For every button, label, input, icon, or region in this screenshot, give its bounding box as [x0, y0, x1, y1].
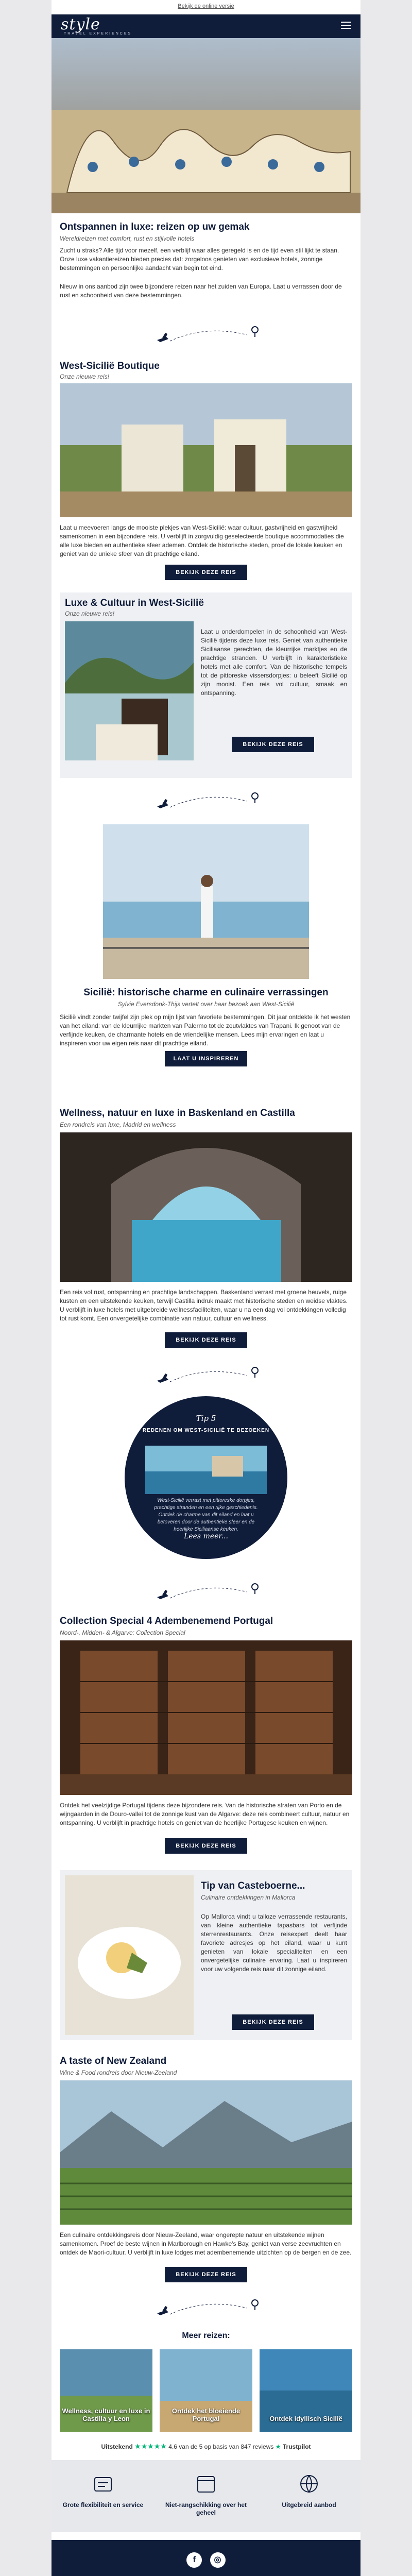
usp-label: Uitgebreid aanbod	[282, 2501, 336, 2509]
email-page	[52, 0, 360, 2576]
sec6-image	[65, 1875, 194, 2035]
sec1-title: West-Sicilië Boutique	[60, 361, 160, 371]
sec2-title: Luxe & Cultuur in West-Sicilië	[65, 598, 204, 608]
sec5-text: Ontdek het veelzijdige Portugal tijdens deze bijzondere reis. Van de historische straten van Porto en de wijngaarden in de Douro-vallei tot de zonnige kust van de Algarve: deze reis combineert cultuur, natuur en ontspanning. U verblijft in prachtige hotels en geniet van de heerlijke Portugese keuken en wijnen.	[60, 1802, 350, 1826]
sec1-subtitle: Onze nieuwe reis!	[60, 373, 110, 380]
sec1-button[interactable]: BEKIJK DEZE REIS	[165, 565, 247, 580]
sec6-subtitle: Culinaire ontdekkingen in Mallorca	[201, 1894, 296, 1901]
sec1-text: Laat u meevoeren langs de mooiste plekjes van West-Sicilië: waar cultuur, gastvrijheid en gastvrijheid samenkomen in een bijzondere reis. U verblijft in zorgvuldig geselecteerde boutique accommodaties die alle luxe bieden en authentieke sfeer ademen. Ontdek de historische steden, proef de lokale keuken en geniet van de unieke sfeer van dit prachtige eiland.	[60, 524, 344, 557]
intro-subtitle: Wereldreizen met comfort, rust en stijlvolle hotels	[60, 235, 195, 242]
globe-icon	[298, 2472, 320, 2495]
logo-tagline: TRAVEL EXPERIENCES	[64, 32, 132, 36]
plane-divider	[52, 319, 360, 350]
more-tile-label: Ontdek idyllisch Sicilië	[269, 2415, 342, 2422]
header	[52, 14, 360, 38]
tip-link[interactable]: Lees meer...	[184, 1532, 228, 1540]
sec3-button[interactable]: LAAT U INSPIREREN	[165, 1051, 247, 1066]
more-tile[interactable]	[160, 2349, 252, 2432]
sec2-text: Laat u onderdompelen in de schoonheid van West-Sicilië tijdens deze luxe reis. Geniet van authentieke Siciliaanse gerechten, de kleurrijke marktjes en de prachtige stranden. U verblijft in karakteristieke hotels met alle comfort. Van de historische tempels tot de pittoreske vissersdorpjes: u beleeft Sicilië op zijn mooist. Een reis vol cultuur, smaak en ontspanning.	[201, 628, 347, 697]
sec4-title: Wellness, natuur en luxe in Baskenland en Castilla	[60, 1108, 295, 1118]
logo[interactable]: style	[61, 15, 100, 33]
intro-paragraph-2: Nieuw in ons aanbod zijn twee bijzondere reizen naar het zuiden van Europa. Laat u verrassen door de rust en schoonheid van deze bestemmingen.	[60, 283, 342, 299]
sec4-subtitle: Een rondreis van luxe, Madrid en wellness	[60, 1121, 176, 1128]
menu-icon[interactable]	[341, 22, 351, 30]
tip-image	[145, 1446, 267, 1494]
plane-divider	[52, 2293, 360, 2324]
sec7-text: Een culinaire ontdekkingsreis door Nieuw-Zeeland, waar ongerepte natuur en uitstekende wijnen samenkomen. Proef de beste wijnen in Marlborough en Hawke's Bay, geniet van verse zeevruchten en ontdek de Maori-cultuur. U verblijft in luxe lodges met adembenemende uitzichten op de bergen en de zee.	[60, 2231, 352, 2256]
sec5-button[interactable]: BEKIJK DEZE REIS	[165, 1838, 247, 1854]
tip-circle	[125, 1396, 287, 1559]
footer	[52, 2540, 360, 2576]
usp-label: Niet-rangschikking over het geheel	[165, 2501, 247, 2516]
sec6-button[interactable]: BEKIJK DEZE REIS	[232, 2014, 314, 2030]
sec1-image	[60, 383, 352, 517]
more-tile-label: Ontdek het bloeiende Portugal	[171, 2407, 241, 2422]
tip-text: West-Sicilië verrast met pittoreske dorpjes, prachtige stranden en een rijke geschiedenis. Ontdek de charme van dit eiland en laat u betoveren door de authentieke sfeer en de heerlijke Siciliaanse keuken.	[154, 1498, 258, 1532]
sec5-subtitle: Noord-, Midden- & Algarve: Collection Special	[60, 1629, 185, 1636]
usp-row	[52, 2460, 360, 2532]
plane-divider	[52, 1577, 360, 1607]
usp-label: Grote flexibiliteit en service	[62, 2501, 144, 2509]
hero-image	[52, 38, 360, 213]
intro-title: Ontspannen in luxe: reizen op uw gemak	[60, 222, 250, 232]
more-tile[interactable]	[260, 2349, 352, 2432]
sec7-title: A taste of New Zealand	[60, 2056, 167, 2066]
flexibility-icon	[92, 2472, 114, 2495]
trustpilot-star-icon: ★	[275, 2443, 281, 2450]
trustpilot-brand: Trustpilot	[282, 2443, 311, 2450]
sec7-button[interactable]: BEKIJK DEZE REIS	[165, 2267, 247, 2282]
social-icons	[52, 2540, 360, 2568]
plane-divider	[52, 786, 360, 817]
sec5-image	[60, 1640, 352, 1795]
facebook-icon[interactable]: f	[186, 2552, 202, 2568]
trustpilot-bar[interactable]	[52, 2442, 360, 2451]
usp-item	[265, 2472, 353, 2509]
sec3-subtitle: Sylvie Eversdonk-Thijs vertelt over haar bezoek aan West-Sicilië	[117, 1001, 295, 1008]
trustpilot-stars-icon: ★★★★★	[134, 2442, 167, 2450]
sec7-subtitle: Wine & Food rondreis door Nieuw-Zeeland	[60, 2069, 177, 2076]
sec2-button[interactable]: BEKIJK DEZE REIS	[232, 737, 314, 752]
more-title: Meer reizen:	[182, 2331, 230, 2340]
usp-item	[162, 2472, 250, 2517]
calendar-icon	[195, 2472, 217, 2495]
intro-paragraph-1: Zucht u straks? Alle tijd voor mezelf, een verblijf waar alles geregeld is en de tijd even stil lijkt te staan. Onze luxe vakantiereizen bieden precies dat: zorgeloos genieten van exclusieve hotels, zonnige bestemmingen en persoonlijke aandacht van begin tot eind.	[60, 247, 339, 272]
instagram-icon[interactable]: ◎	[210, 2552, 226, 2568]
sec3-text: Sicilië vindt zonder twijfel zijn plek op mijn lijst van favoriete bestemmingen. Dit jaar ontdekte ik het westen van het eiland: van de kleurrijke markten van Palermo tot de zoutvlaktes van Trapani. Ik genoot van de verfijnde keuken, de charmante hotels en de vriendelijke mensen. Lees mijn ervaringen en laat u inspireren voor uw eigen reis naar dit prachtige eiland.	[60, 1013, 351, 1047]
sec2-image	[65, 621, 194, 760]
view-online-link[interactable]: Bekijk de online versie	[178, 3, 234, 9]
sec4-image	[60, 1132, 352, 1282]
more-tile-label: Wellness, cultuur en luxe in Castilla y Leon	[62, 2407, 150, 2422]
sec5-title: Collection Special 4 Adembenemend Portugal	[60, 1616, 273, 1626]
sec6-text: Op Mallorca vindt u talloze verrassende restaurants, van kleine authentieke tapasbars tot verfijnde sterrenrestaurants. Onze reisexpert deelt haar favoriete adresjes op het eiland, waar u kunt genieten van lokale specialiteiten en een onvergetelijke culinaire ervaring. Laat u inspireren voor uw volgende reis naar dit zonnige eiland.	[201, 1913, 347, 1973]
trustpilot-prefix: Uitstekend	[101, 2443, 133, 2450]
trustpilot-text: 4.6 van de 5 op basis van 847 reviews	[168, 2443, 274, 2450]
sec7-image	[60, 2080, 352, 2225]
tip-heading: Tip 5	[196, 1414, 216, 1423]
sec2-subtitle: Onze nieuwe reis!	[65, 610, 115, 617]
usp-item	[59, 2472, 147, 2509]
sec4-button[interactable]: BEKIJK DEZE REIS	[165, 1332, 247, 1348]
more-tile[interactable]	[60, 2349, 152, 2432]
tip-label: REDENEN OM WEST-SICILIË TE BEZOEKEN	[142, 1428, 270, 1433]
sec6-title: Tip van Casteboerne...	[201, 1880, 305, 1891]
sec3-title: Sicilië: historische charme en culinaire verrassingen	[83, 987, 329, 998]
sec3-image	[103, 824, 309, 979]
sec4-text: Een reis vol rust, ontspanning en prachtige landschappen. Baskenland verrast met groene heuvels, ruige kusten en een uitstekende keuken, terwijl Castilla indruk maakt met historische steden en weidse vlaktes. U verblijft in luxe hotels met uitgebreide wellnessfaciliteiten, waar u na een dag vol ontdekkingen volledig tot rust komt. Een onvergetelijke combinatie van natuur, cultuur en wellness.	[60, 1289, 348, 1322]
plane-divider	[52, 1360, 360, 1391]
